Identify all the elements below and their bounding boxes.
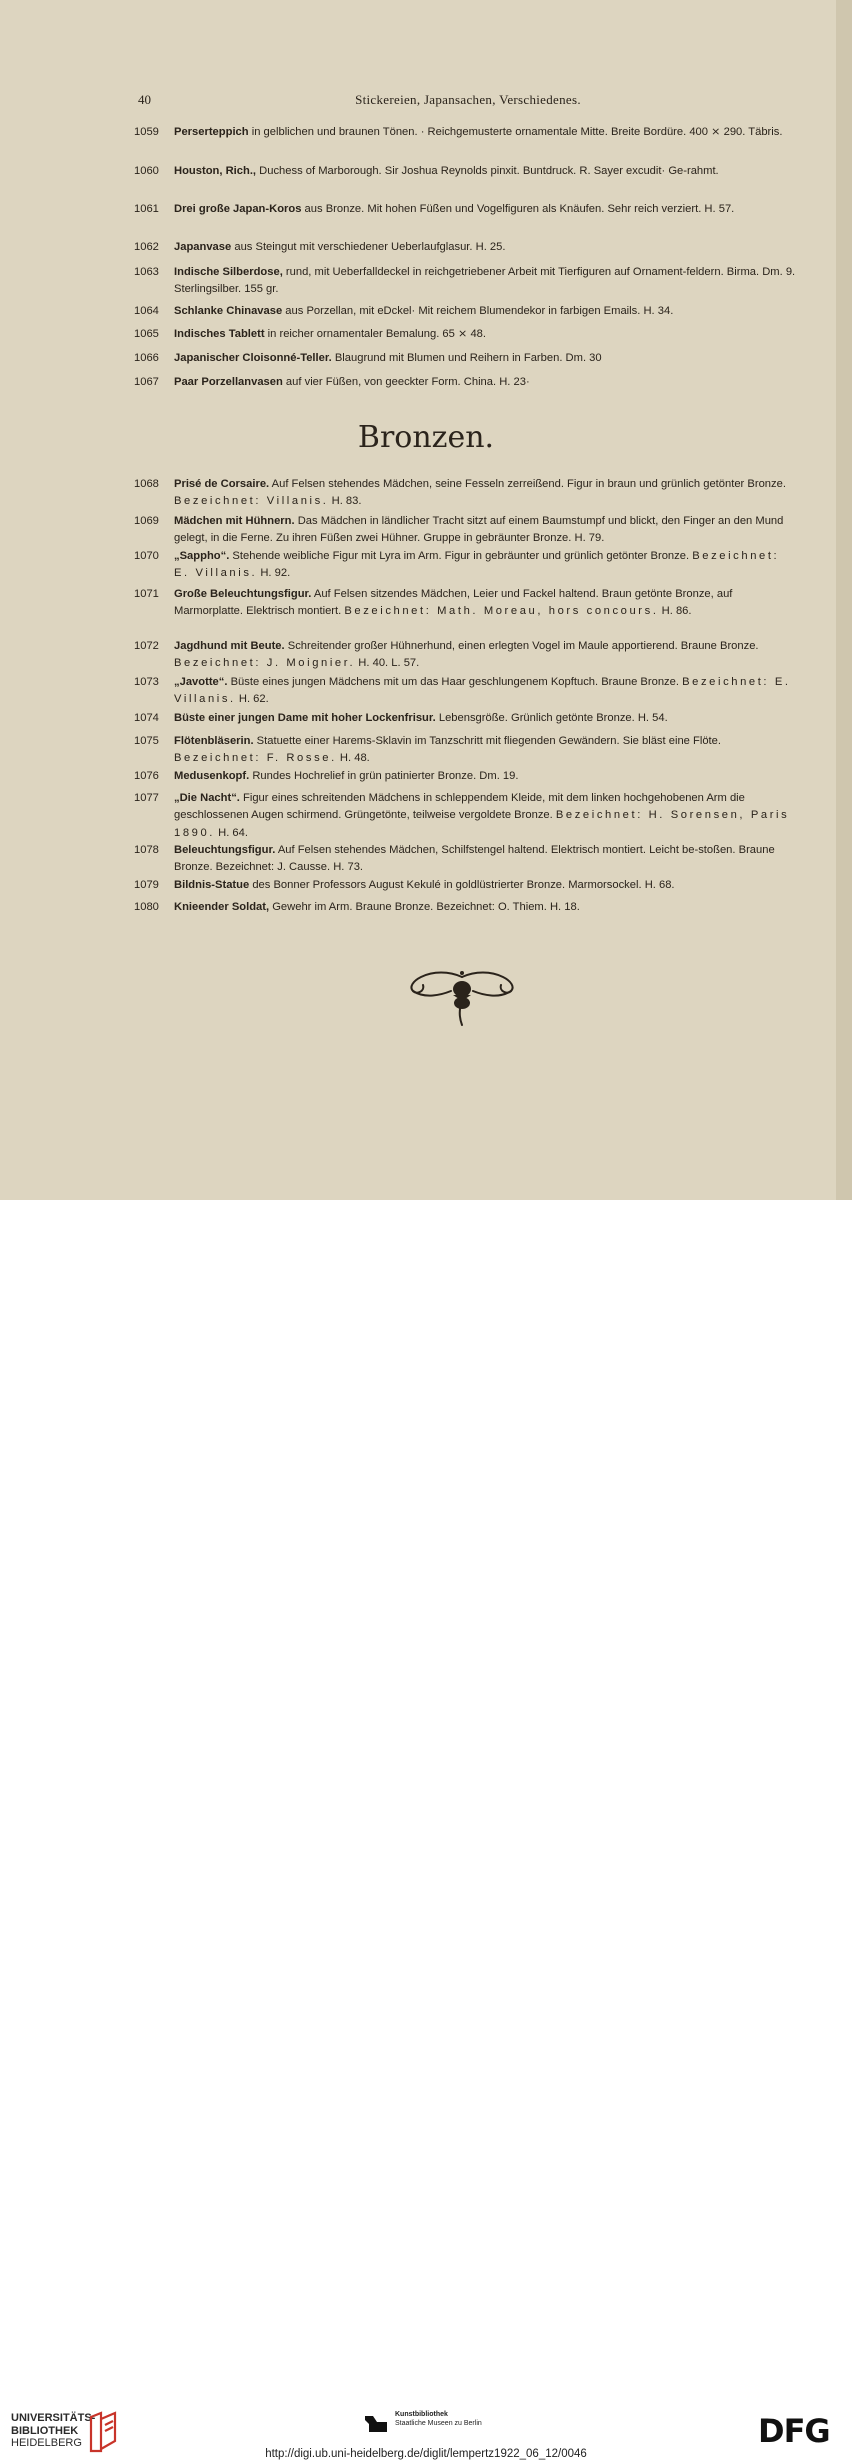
lot-entry: [134, 899, 798, 916]
dfg-logo[interactable]: DFG: [758, 2412, 830, 2450]
lot-title: Indische Silberdose,: [174, 266, 283, 278]
lot-description: des Bonner Professors August Kekulé in goldlüstrierter Bronze. Marmorsockel. H. 68.: [249, 879, 675, 891]
lot-entry: [134, 548, 798, 583]
lot-description: rund, mit Ueberfalldeckel in reichgetriebener Arbeit mit Tierfiguren auf Ornament-feldern. Birma. Dm. 9. Sterlingsilber. 155 gr.: [174, 266, 796, 296]
lot-title: Perserteppich: [174, 126, 249, 138]
lot-dimensions: H. 40. L. 57.: [355, 657, 420, 670]
lot-entry: [134, 586, 798, 621]
lot-title: Flötenbläserin.: [174, 735, 254, 747]
lot-entry: [134, 674, 798, 709]
lot-title: Japanvase: [174, 241, 232, 253]
lot-number: 1065: [134, 328, 159, 340]
lot-description: aus Porzellan, mit eDckel· Mit reichem Blumendekor in farbigen Emails. H. 34.: [282, 305, 674, 317]
lot-number: 1075: [134, 735, 159, 747]
lot-signature: Bezeichnet: E. Villanis.: [174, 676, 791, 706]
lot-title: Büste einer jungen Dame mit hoher Lockenfrisur.: [174, 712, 436, 724]
lot-title: Knieender Soldat,: [174, 901, 270, 913]
lot-entry: [134, 513, 798, 548]
lot-number: 1062: [134, 241, 159, 253]
lot-entry: [134, 201, 798, 218]
lot-entry: [134, 768, 798, 785]
lot-title: Bildnis-Statue: [174, 879, 250, 891]
lot-entry: [134, 163, 798, 180]
lot-description: aus Bronze. Mit hohen Füßen und Vogelfiguren als Knäufen. Sehr reich verziert. H. 57.: [301, 203, 735, 215]
lot-title: Medusenkopf.: [174, 770, 250, 782]
lot-title: Drei große Japan-Koros: [174, 203, 302, 215]
lot-title: Indisches Tablett: [174, 328, 265, 340]
lot-entry: [134, 877, 798, 894]
lot-title: Jagdhund mit Beute.: [174, 640, 285, 652]
kunstbibliothek-label[interactable]: Kunstbibliothek Staatliche Museen zu Berlin: [395, 2411, 482, 2427]
lot-description: Rundes Hochrelief in grün patinierter Bronze. Dm. 19.: [249, 770, 519, 782]
lot-number: 1067: [134, 376, 159, 388]
lot-entry: [134, 350, 798, 367]
lot-entry: [134, 476, 798, 511]
lot-number: 1063: [134, 266, 159, 278]
lot-dimensions: H. 62.: [235, 693, 269, 706]
lot-description: Figur eines schreitenden Mädchens in schleppendem Kleide, mit dem linken hochgehobenen Arm die geschlossenen Augen schirmend. Grüngetönte, teilweise vergoldete Bronze.: [174, 792, 745, 822]
ornament-vignette-icon: [405, 965, 519, 1029]
lot-number: 1064: [134, 305, 159, 317]
lot-entry: [134, 239, 798, 256]
lot-number: 1066: [134, 352, 159, 364]
lot-entry: [134, 710, 798, 727]
lot-description: in reicher ornamentaler Bemalung. 65 ⨯ 48.: [264, 328, 486, 340]
permalink-url[interactable]: http://digi.ub.uni-heidelberg.de/diglit/lempertz1922_06_12/0046: [265, 2448, 587, 2460]
lot-title: Mädchen mit Hühnern.: [174, 515, 295, 527]
lot-entry: [134, 326, 798, 343]
lot-description: Lebensgröße. Grünlich getönte Bronze. H. 54.: [435, 712, 668, 724]
lot-number: 1069: [134, 515, 159, 527]
lot-number: 1072: [134, 640, 159, 652]
section-heading: Bronzen.: [357, 420, 495, 455]
page-number: 40: [138, 92, 151, 107]
kunstbibliothek-logo-icon[interactable]: [365, 2414, 387, 2432]
lot-entry: [134, 790, 798, 842]
lot-number: 1061: [134, 203, 159, 215]
lot-dimensions: H. 64.: [215, 826, 248, 839]
lot-title: Prisé de Corsaire.: [174, 478, 270, 490]
running-title: Stickereien, Japansachen, Verschiedenes.: [355, 92, 581, 107]
scanned-page: [0, 0, 852, 1200]
lot-description: Duchess of Marborough. Sir Joshua Reynolds pinxit. Buntdruck. R. Sayer excudit· Ge-rahmt.: [256, 165, 719, 177]
lot-entry: [134, 374, 798, 391]
lot-number: 1073: [134, 676, 159, 688]
lot-description: Auf Felsen stehendes Mädchen, seine Fesseln zerreißend. Figur in braun und grünlich getönter Bronze.: [269, 478, 786, 490]
lot-number: 1070: [134, 550, 159, 562]
lot-description: in gelblichen und braunen Tönen. · Reichgemusterte ornamentale Mitte. Breite Bordüre. 400 ⨯ 290. Täbris.: [248, 126, 783, 138]
lot-number: 1080: [134, 901, 159, 913]
lot-number: 1076: [134, 770, 159, 782]
lot-description: Das Mädchen in ländlicher Tracht sitzt auf einem Baumstumpf und blickt, den Finger an den Mund gelegt, in die Ferne. Zu ihren Füßen zwei Hühner. Gruppe in gebräunter Bronze. H. 79.: [174, 515, 784, 545]
lot-dimensions: H. 48.: [336, 752, 370, 765]
lot-description: Stehende weibliche Figur mit Lyra im Arm. Figur in gebräunter und grünlich getönter Bronze.: [229, 550, 690, 562]
lot-description: Auf Felsen stehendes Mädchen, Schilfstengel haltend. Elektrisch montiert. Leicht be-stoßen. Braune Bronze. Bezeichnet: J. Causse. H. 73.: [174, 844, 775, 874]
lot-title: Große Beleuchtungsfigur.: [174, 588, 312, 600]
lot-description: Blaugrund mit Blumen und Reihern in Farben. Dm. 30: [331, 352, 602, 364]
lot-title: Japanischer Cloisonné-Teller.: [174, 352, 332, 364]
lot-title: Houston, Rich.,: [174, 165, 257, 177]
lot-number: 1074: [134, 712, 159, 724]
lot-title: Schlanke Chinavase: [174, 305, 283, 317]
lot-dimensions: H. 83.: [328, 495, 362, 508]
lot-entry: [134, 842, 798, 877]
lot-number: 1068: [134, 478, 159, 490]
lot-number: 1078: [134, 844, 159, 856]
lot-title: Beleuchtungsfigur.: [174, 844, 276, 856]
lot-entry: [134, 638, 798, 673]
lot-dimensions: H. 92.: [257, 567, 291, 580]
lot-signature: Bezeichnet: Math. Moreau, hors concours.: [344, 605, 659, 618]
lot-number: 1079: [134, 879, 159, 891]
lot-signature: Bezeichnet: E. Villanis.: [174, 550, 780, 580]
lot-signature: Bezeichnet: Villanis.: [174, 495, 329, 508]
lot-entry: [134, 264, 798, 299]
lot-entry: [134, 303, 798, 320]
lot-description: auf vier Füßen, von geeckter Form. China. H. 23·: [282, 376, 530, 388]
lot-entry: [134, 733, 798, 768]
lot-description: Statuette einer Harems-Sklavin im Tanzschritt mit fliegenden Gewändern. Sie bläst eine Flöte.: [253, 735, 721, 747]
lot-number: 1071: [134, 588, 159, 600]
lot-description: Gewehr im Arm. Braune Bronze. Bezeichnet: O. Thiem. H. 18.: [269, 901, 580, 913]
lot-title: „Javotte“.: [174, 676, 228, 688]
library-name[interactable]: UNIVERSITÄTS- BIBLIOTHEK HEIDELBERG: [11, 2412, 96, 2449]
lot-dimensions: H. 86.: [658, 605, 692, 618]
lot-number: 1077: [134, 792, 159, 804]
lot-entry: [134, 124, 798, 141]
lot-title: „Sappho“.: [174, 550, 230, 562]
lot-description: aus Steingut mit verschiedener Ueberlaufglasur. H. 25.: [231, 241, 506, 253]
lot-description: Büste eines jungen Mädchens mit um das Haar geschlungenem Kopftuch. Braune Bronze.: [227, 676, 679, 688]
lot-signature: Bezeichnet: H. Sorensen, Paris 1890.: [174, 809, 790, 839]
lot-description: Schreitender großer Hühnerhund, einen erlegten Vogel im Maule apportierend. Braune Bronze.: [284, 640, 759, 652]
lot-signature: Bezeichnet: F. Rosse.: [174, 752, 337, 765]
lot-description: Auf Felsen sitzendes Mädchen, Leier und Fackel haltend. Braun getönte Bronze, auf Marmorplatte. Elektrisch montiert.: [174, 588, 733, 618]
lot-title: Paar Porzellanvasen: [174, 376, 283, 388]
lot-number: 1059: [134, 126, 159, 138]
viewer-footer: [0, 1200, 852, 2460]
lot-signature: Bezeichnet: J. Moignier.: [174, 657, 356, 670]
lot-title: „Die Nacht“.: [174, 792, 240, 804]
lot-number: 1060: [134, 165, 159, 177]
